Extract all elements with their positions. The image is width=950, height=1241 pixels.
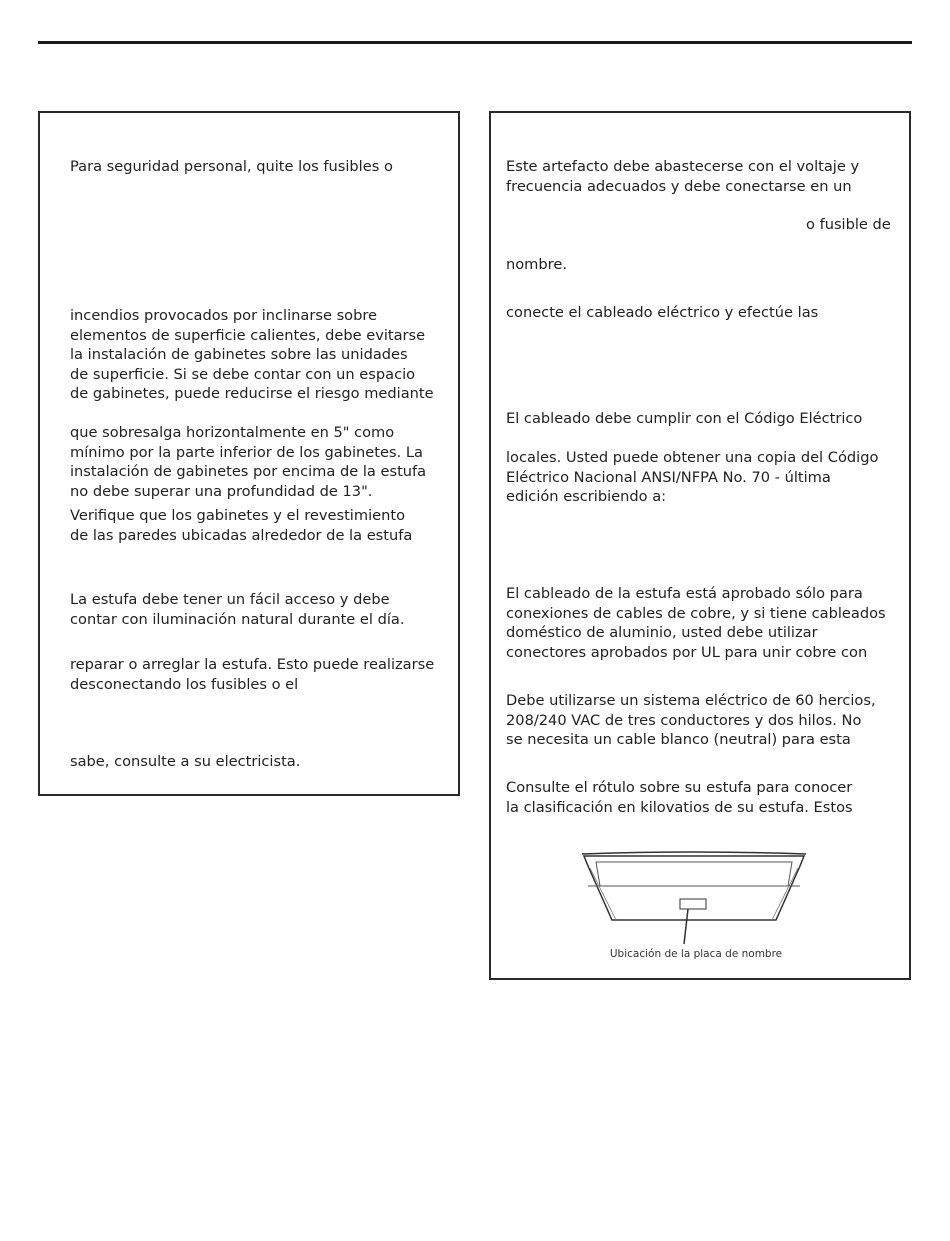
text-line: la instalación de gabinetes sobre las unidades (70, 346, 408, 363)
text-line: elementos de superficie calientes, debe evitarse (70, 326, 426, 344)
text-line: conexiones de cables de cobre, y si tiene cableados (506, 604, 886, 622)
top-rule (38, 41, 912, 44)
right-paragraph-8 (506, 691, 876, 750)
text-line: conecte el cableado eléctrico y efectúe las (506, 304, 819, 321)
text-line: instalación de gabinetes por encima de la estufa (70, 463, 427, 480)
text-line: Verifique que los gabinetes y el revestimiento (70, 507, 406, 524)
text-line: incendios provocados por inclinarse sobre (70, 307, 378, 324)
text-line: de gabinetes, puede reducirse el riesgo mediante (70, 385, 434, 402)
text-line: El cableado de la estufa está aprobado sólo para (506, 585, 863, 602)
left-paragraph-7 (70, 752, 300, 772)
right-paragraph-5 (506, 409, 862, 429)
text-line: Debe utilizarse un sistema eléctrico de 60 hercios, (506, 692, 876, 709)
text-line: Para seguridad personal, quite los fusibles o (70, 158, 393, 175)
left-paragraph-3 (70, 423, 426, 501)
text-line: El cableado debe cumplir con el Código Eléctrico (506, 410, 863, 427)
right-paragraph-6 (506, 448, 878, 507)
nameplate-marker (680, 899, 706, 909)
text-line: Consulte el rótulo sobre su estufa para conocer (506, 779, 853, 796)
right-paragraph-7 (506, 584, 886, 662)
text-line: reparar o arreglar la estufa. Esto puede realizarse (70, 656, 435, 673)
right-paragraph-2 (806, 215, 891, 235)
text-line: frecuencia adecuados y debe conectarse en un (506, 177, 852, 195)
right-paragraph-3 (506, 255, 567, 275)
text-line: no debe superar una profundidad de 13". (70, 482, 373, 500)
right-paragraph-9 (506, 778, 853, 817)
text-line: de las paredes ubicadas alrededor de la estufa (70, 526, 413, 544)
cooktop-illustration (574, 846, 810, 948)
text-line: desconectando los fusibles o el (70, 675, 299, 693)
text-line: locales. Usted puede obtener una copia del Código (506, 449, 879, 466)
text-line: conectores aprobados por UL para unir cobre con (506, 643, 868, 661)
text-line: edición escribiendo a: (506, 488, 667, 505)
text-line: la clasificación en kilovatios de su estufa. Estos (506, 798, 853, 816)
text-line: que sobresalga horizontalmente en 5" como (70, 424, 395, 441)
text-line: de superficie. Si se debe contar con un espacio (70, 365, 416, 383)
text-line: Eléctrico Nacional ANSI/NFPA No. 70 - última (506, 468, 831, 486)
text-line: doméstico de aluminio, usted debe utilizar (506, 624, 818, 641)
text-line: se necesita un cable blanco (neutral) para esta (506, 731, 851, 748)
left-paragraph-5 (70, 590, 404, 629)
nameplate-caption: Ubicación de la placa de nombre (609, 948, 783, 960)
right-paragraph-4 (506, 303, 818, 323)
text-line: 208/240 VAC de tres conductores y dos hilos. No (506, 711, 862, 729)
left-paragraph-1 (70, 157, 393, 177)
text-line: Este artefacto debe abastecerse con el voltaje y (506, 158, 860, 175)
left-paragraph-6 (70, 655, 434, 694)
text-line: o fusible de (806, 216, 891, 233)
left-paragraph-2 (70, 306, 434, 404)
left-paragraph-4 (70, 506, 412, 545)
text-line: contar con iluminación natural durante el día. (70, 610, 405, 628)
text-line: nombre. (506, 256, 567, 273)
text-line: sabe, consulte a su electricista. (70, 753, 301, 770)
text-line: mínimo por la parte inferior de los gabinetes. La (70, 443, 423, 461)
text-line: La estufa debe tener un fácil acceso y debe (70, 591, 390, 608)
right-paragraph-1 (506, 157, 859, 196)
